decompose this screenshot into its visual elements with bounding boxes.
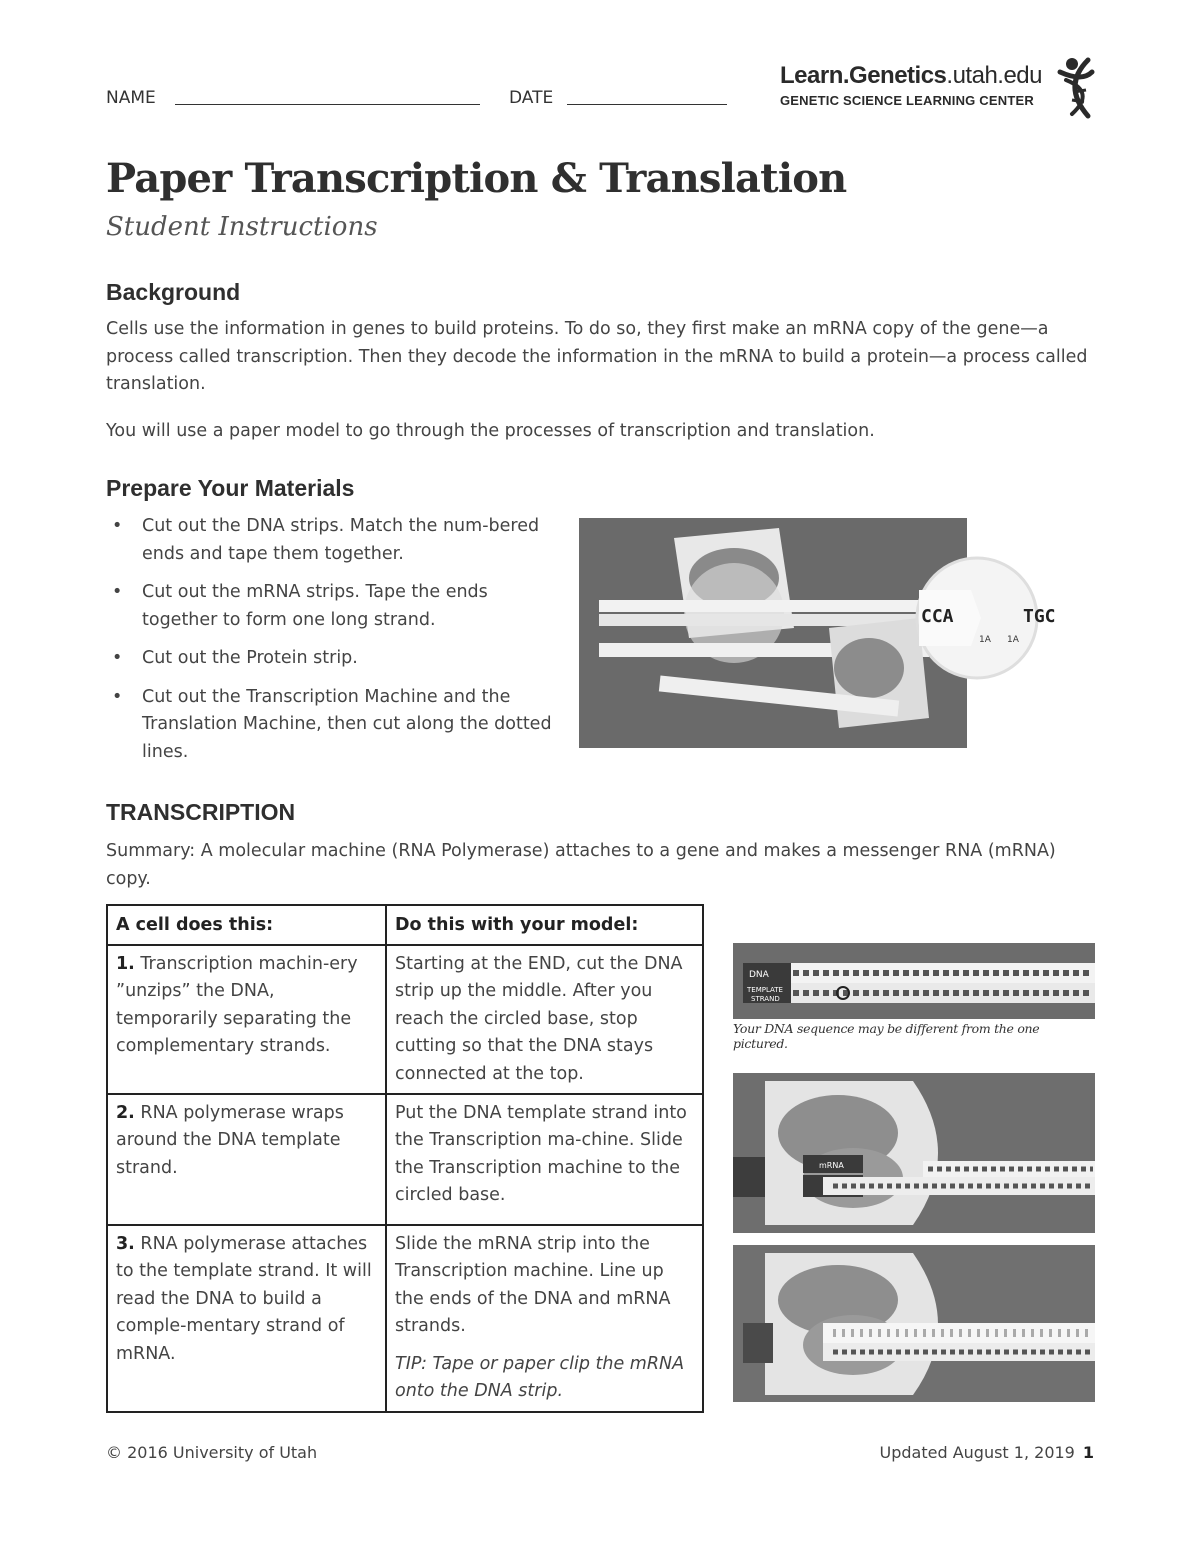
step-number: 3. <box>116 1233 135 1254</box>
step-number: 1. <box>116 953 135 974</box>
cell-model <box>386 1094 703 1225</box>
name-field-line[interactable] <box>175 104 480 105</box>
logo-bold-text: Learn.Genetics <box>780 62 947 89</box>
cell-step <box>107 1225 386 1412</box>
steps-table <box>106 904 704 1413</box>
column-header-model: Do this with your model: <box>386 905 703 945</box>
photo-label-1a-2: 1A <box>1007 635 1019 645</box>
step-tip: TIP: Tape or paper clip the mRNA onto the DNA strip. <box>395 1353 685 1401</box>
photo-label-tgc: TGC <box>1023 606 1056 627</box>
site-logo[interactable] <box>780 62 1042 90</box>
photo-label-1a: 1A <box>979 635 991 645</box>
materials-list <box>106 513 566 777</box>
name-label: NAME <box>106 88 156 108</box>
photo1-strand-label: STRAND <box>751 995 780 1003</box>
table-header-row <box>107 905 703 945</box>
photo-caption: Your DNA sequence may be different from the one pictured. <box>733 1021 1040 1051</box>
table-row <box>107 1225 703 1412</box>
step-cell-text: RNA polymerase attaches to the template strand. It will read the DNA to build a comple-mentary strand of mRNA. <box>116 1233 372 1364</box>
cell-model <box>386 945 703 1094</box>
dna-figure-logo-icon <box>1052 56 1100 120</box>
materials-heading: Prepare Your Materials <box>106 475 355 501</box>
logo-subtitle: GENETIC SCIENCE LEARNING CENTER <box>780 93 1034 108</box>
table-row <box>107 945 703 1094</box>
cell-step <box>107 1094 386 1225</box>
list-item-text: Cut out the DNA strips. Match the num-bered ends and tape them together. <box>142 516 540 564</box>
step-model-text: Slide the mRNA strip into the Transcription machine. Line up the ends of the DNA and mRNA strands. <box>395 1233 671 1336</box>
dna-strip-photo <box>733 943 1095 1019</box>
page-title: Paper Transcription & Translation <box>106 155 847 202</box>
page-number: 1 <box>1082 1443 1094 1462</box>
logo-light-text: .utah.edu <box>946 62 1042 89</box>
background-paragraph-1: Cells use the information in genes to build proteins. To do so, they first make an mRNA copy of the gene—a process called transcription. Then they decode the information in the mRNA to build a protein—a process called translation. <box>106 319 1088 394</box>
list-item-text: Cut out the mRNA strips. Tape the ends together to form one long strand. <box>142 582 488 630</box>
list-item-text: Cut out the Transcription Machine and the Translation Machine, then cut along the dotted lines. <box>142 686 552 762</box>
background-heading: Background <box>106 279 241 305</box>
footer-copyright: © 2016 University of Utah <box>106 1443 318 1462</box>
date-field-line[interactable] <box>567 104 727 105</box>
transcription-heading: TRANSCRIPTION <box>106 799 296 825</box>
photo-label-cca: CCA <box>921 606 954 627</box>
step-cell-text: Transcription machin-ery ”unzips” the DNA, temporarily separating the complementary strands. <box>116 953 358 1056</box>
step-number: 2. <box>116 1102 135 1123</box>
list-item: • Cut out the DNA strips. Match the num-bered ends and tape them together. <box>112 516 540 564</box>
background-paragraph-2: You will use a paper model to go through the processes of transcription and translation. <box>106 421 875 441</box>
photo1-dna-label: DNA <box>749 970 769 980</box>
cell-model <box>386 1225 703 1412</box>
mrna-strip-photo <box>733 1245 1095 1402</box>
step-cell-text: RNA polymerase wraps around the DNA template strand. <box>116 1102 344 1178</box>
materials-photo <box>579 518 1056 748</box>
photo2-rna-label: mRNA <box>819 1161 844 1170</box>
date-label: DATE <box>509 88 554 108</box>
step-model-text: Starting at the END, cut the DNA strip up the middle. After you reach the circled base, stop cutting so that the DNA stays connected at the top. <box>395 953 683 1084</box>
table-row <box>107 1094 703 1225</box>
list-item-text: Cut out the Protein strip. <box>142 648 358 668</box>
footer-updated-text: Updated August 1, 2019 <box>879 1443 1075 1462</box>
photo1-template-label: TEMPLATE <box>747 986 783 994</box>
cell-step <box>107 945 386 1094</box>
page-subtitle: Student Instructions <box>106 212 378 242</box>
footer-updated <box>880 1443 1094 1462</box>
transcription-summary: Summary: A molecular machine (RNA Polymerase) attaches to a gene and makes a messenger RNA (mRNA) copy. <box>106 841 1056 889</box>
list-item: • Cut out the Protein strip. <box>112 648 358 668</box>
list-item: • Cut out the Transcription Machine and the Translation Machine, then cut along the dotted lines. <box>112 686 552 762</box>
list-item: • Cut out the mRNA strips. Tape the ends together to form one long strand. <box>112 582 488 630</box>
transcription-machine-photo <box>733 1073 1095 1233</box>
step-model-text: Put the DNA template strand into the Transcription ma-chine. Slide the Transcription machine to the circled base. <box>395 1102 687 1205</box>
column-header-cell: A cell does this: <box>107 905 386 945</box>
